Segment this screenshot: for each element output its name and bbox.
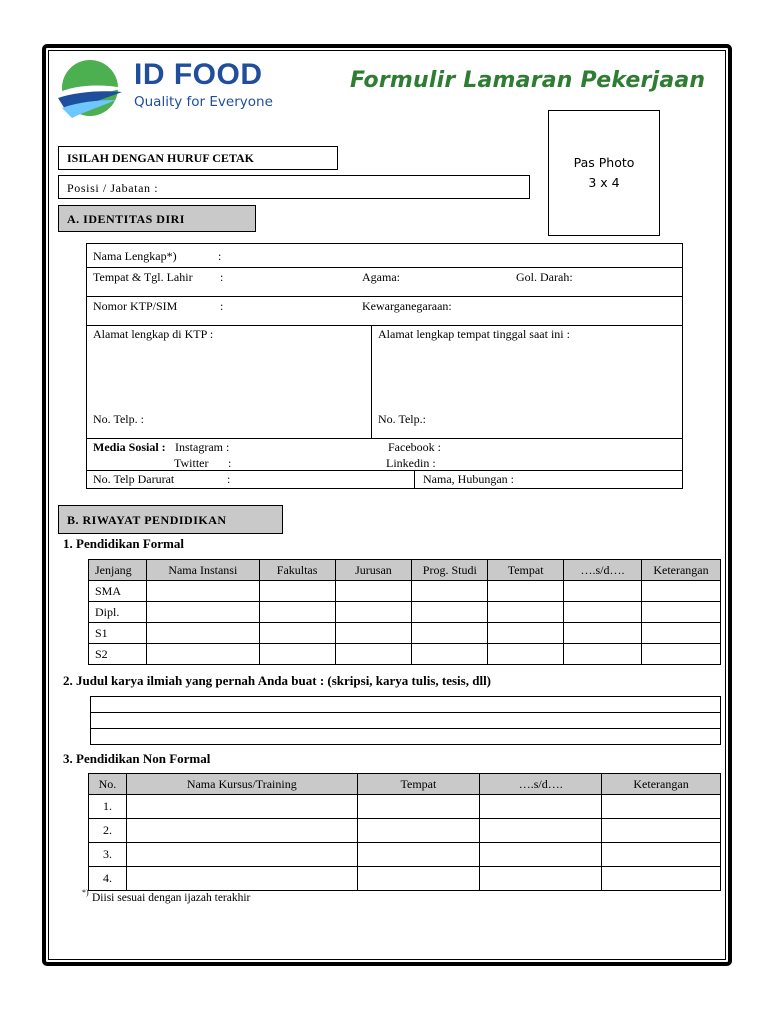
table-cell[interactable]: [602, 819, 721, 843]
table-cell[interactable]: [564, 623, 642, 644]
table-cell[interactable]: [488, 623, 564, 644]
formal-education-table: [88, 559, 721, 665]
table-cell[interactable]: [488, 581, 564, 602]
table-row: [89, 843, 721, 867]
goldar-label: Gol. Darah:: [516, 270, 573, 284]
col-keterangan: Keterangan: [641, 560, 720, 581]
company-logo: [54, 58, 286, 120]
table-cell[interactable]: [146, 644, 259, 665]
footnote-text: Diisi sesuai dengan ijazah terakhir: [92, 892, 251, 904]
table-cell[interactable]: [126, 843, 357, 867]
col-no: No.: [89, 774, 127, 795]
nonformal-title: 3. Pendidikan Non Formal: [63, 751, 211, 766]
table-cell[interactable]: [412, 581, 488, 602]
photo-size: 3 x 4: [588, 175, 620, 190]
table-cell[interactable]: [335, 644, 412, 665]
table-row: [89, 819, 721, 843]
table-cell[interactable]: [146, 602, 259, 623]
facebook-label: Facebook :: [388, 440, 441, 454]
ktp-label: Nomor KTP/SIM: [93, 299, 178, 313]
table-cell[interactable]: [357, 795, 480, 819]
table-cell[interactable]: [357, 843, 480, 867]
table-row: [89, 602, 721, 623]
row-divider: [86, 438, 683, 439]
formal-title: 1. Pendidikan Formal: [63, 536, 184, 551]
col-prog-studi: Prog. Studi: [412, 560, 488, 581]
table-cell[interactable]: [641, 602, 720, 623]
agama-label: Agama:: [362, 270, 400, 284]
nama-colon: :: [218, 249, 222, 263]
table-cell[interactable]: [335, 602, 412, 623]
table-cell[interactable]: [602, 795, 721, 819]
karya-line[interactable]: [91, 729, 721, 745]
table-cell[interactable]: [259, 581, 335, 602]
photo-box[interactable]: [548, 110, 660, 236]
row-divider: [86, 267, 683, 268]
instagram-label: Instagram :: [175, 440, 230, 454]
linkedin-label: Linkedin :: [386, 456, 436, 470]
table-cell[interactable]: [259, 644, 335, 665]
table-row: [89, 581, 721, 602]
table-cell[interactable]: [602, 867, 721, 891]
row-number: 2.: [89, 819, 127, 843]
row-divider: [86, 296, 683, 297]
table-cell[interactable]: [126, 867, 357, 891]
logo-emblem-icon: [54, 58, 126, 120]
col-periode: ….s/d….: [564, 560, 642, 581]
table-cell[interactable]: [259, 623, 335, 644]
table-cell[interactable]: [641, 644, 720, 665]
table-cell[interactable]: [641, 581, 720, 602]
col-keterangan: Keterangan: [602, 774, 721, 795]
alamat-ktp-label: Alamat lengkap di KTP :: [93, 327, 214, 341]
table-cell[interactable]: [357, 819, 480, 843]
table-cell[interactable]: [641, 623, 720, 644]
table-cell[interactable]: [335, 581, 412, 602]
col-nama-instansi: Nama Instansi: [146, 560, 259, 581]
position-field[interactable]: Posisi / Jabatan :: [58, 175, 530, 199]
darurat-label: No. Telp Darurat: [93, 472, 175, 486]
row-label: S1: [89, 623, 147, 644]
table-cell[interactable]: [564, 644, 642, 665]
telp-right-label: No. Telp.:: [378, 412, 426, 426]
row-label: S2: [89, 644, 147, 665]
logo-tagline: Quality for Everyone: [134, 94, 273, 110]
nama-input[interactable]: [230, 245, 680, 265]
table-cell[interactable]: [126, 795, 357, 819]
table-cell[interactable]: [480, 867, 602, 891]
col-tempat: Tempat: [357, 774, 480, 795]
table-cell[interactable]: [412, 602, 488, 623]
table-cell[interactable]: [564, 602, 642, 623]
table-row: [91, 697, 721, 713]
table-cell[interactable]: [335, 623, 412, 644]
row-number: 1.: [89, 795, 127, 819]
medsos-label: Media Sosial :: [93, 440, 166, 454]
table-cell[interactable]: [126, 819, 357, 843]
karya-line[interactable]: [91, 713, 721, 729]
footnote-mark: *): [82, 888, 89, 897]
table-row: [91, 713, 721, 729]
table-row: [89, 795, 721, 819]
logo-wordmark: ID FOOD: [134, 58, 263, 91]
col-periode: ….s/d….: [480, 774, 602, 795]
table-cell[interactable]: [488, 644, 564, 665]
karya-table: [90, 696, 721, 745]
telp-left-label: No. Telp. :: [93, 412, 144, 426]
table-cell[interactable]: [146, 581, 259, 602]
nama-label: Nama Lengkap*): [93, 249, 177, 263]
table-cell[interactable]: [146, 623, 259, 644]
photo-label: Pas Photo: [573, 155, 635, 170]
twitter-colon: :: [228, 456, 232, 470]
table-row: [89, 867, 721, 891]
table-cell[interactable]: [357, 867, 480, 891]
ttl-colon: :: [220, 270, 224, 284]
karya-title: 2. Judul karya ilmiah yang pernah Anda buat : (skripsi, karya tulis, tesis, dll): [63, 673, 492, 688]
row-divider: [86, 325, 683, 326]
table-row: [89, 623, 721, 644]
hubungan-label: Nama, Hubungan :: [423, 472, 514, 486]
table-cell[interactable]: [259, 602, 335, 623]
row-number: 3.: [89, 843, 127, 867]
table-cell[interactable]: [480, 795, 602, 819]
table-cell[interactable]: [412, 644, 488, 665]
row-label: Dipl.: [89, 602, 147, 623]
table-header-row: [89, 560, 721, 581]
table-cell[interactable]: [480, 819, 602, 843]
nonformal-education-table: [88, 773, 721, 891]
ttl-label: Tempat & Tgl. Lahir: [93, 270, 193, 284]
twitter-label: Twitter: [174, 456, 209, 470]
table-cell[interactable]: [412, 623, 488, 644]
col-divider: [371, 325, 372, 438]
table-cell[interactable]: [564, 581, 642, 602]
row-label: SMA: [89, 581, 147, 602]
col-jenjang: Jenjang: [89, 560, 147, 581]
table-cell[interactable]: [602, 843, 721, 867]
ktp-colon: :: [220, 299, 224, 313]
section-b-heading: B. RIWAYAT PENDIDIKAN: [58, 505, 283, 534]
table-cell[interactable]: [480, 843, 602, 867]
karya-line[interactable]: [91, 697, 721, 713]
col-nama-kursus: Nama Kursus/Training: [126, 774, 357, 795]
alamat-tinggal-label: Alamat lengkap tempat tinggal saat ini :: [378, 327, 570, 341]
table-row: [91, 729, 721, 745]
table-header-row: [89, 774, 721, 795]
section-a-heading: A. IDENTITAS DIRI: [58, 205, 256, 232]
table-row: [89, 644, 721, 665]
col-tempat: Tempat: [488, 560, 564, 581]
table-cell[interactable]: [488, 602, 564, 623]
darurat-colon: :: [227, 472, 231, 486]
col-divider: [414, 470, 415, 489]
row-number: 4.: [89, 867, 127, 891]
form-title: Formulir Lamaran Pekerjaan: [350, 68, 706, 93]
col-fakultas: Fakultas: [259, 560, 335, 581]
col-jurusan: Jurusan: [335, 560, 412, 581]
instruction-box: ISILAH DENGAN HURUF CETAK: [58, 146, 338, 170]
warga-label: Kewarganegaraan:: [362, 299, 452, 313]
